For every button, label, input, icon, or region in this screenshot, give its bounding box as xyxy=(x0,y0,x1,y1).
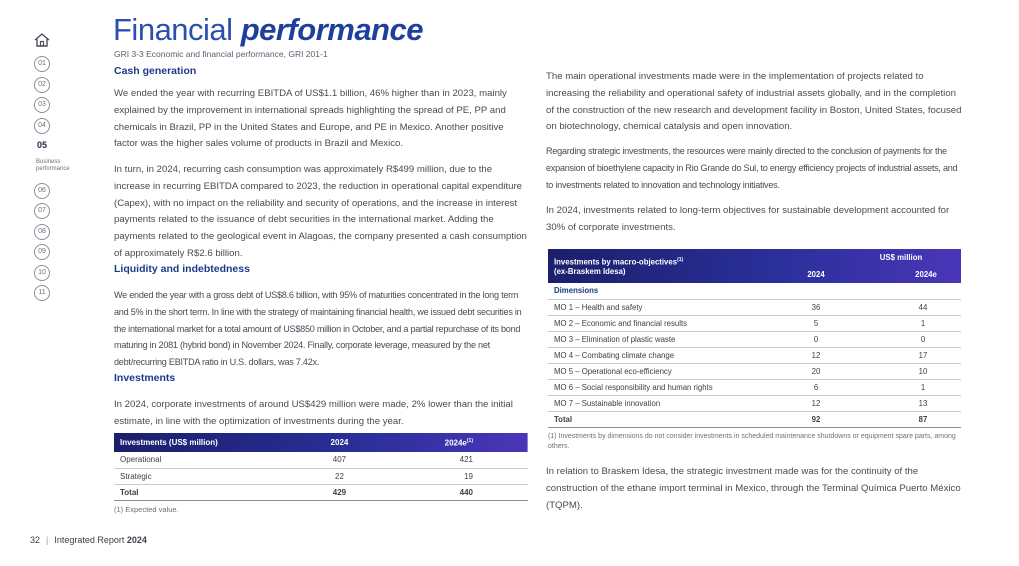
col-header-unit: US$ million xyxy=(879,252,923,262)
nav-item-06[interactable]: 06 xyxy=(34,183,94,204)
nav-item-05[interactable]: 05 xyxy=(36,140,47,150)
home-icon[interactable] xyxy=(33,32,51,48)
table-row: MO 2 – Economic and financial results 5 1 xyxy=(548,315,961,331)
nav-item-02[interactable]: 02 xyxy=(34,77,94,98)
table-total-row: Total 429 440 xyxy=(114,484,528,500)
page-footer xyxy=(30,535,147,545)
cash-generation-paragraph-2: In turn, in 2024, recurring cash consumption was approximately R$499 million, due to the increase in recurring EBITDA compared to 2023, the reduction in operational capital expenditure (Capex), with no impact on the reliability and security of operations, and the increase in interest payments related to the issuance of debt securities in the international market. Adding the payments related to the geological event in Alagoas, the company presented a cash consumption of approximately R$2.6 billion. xyxy=(114,164,527,259)
col-header-2024e: 2024e xyxy=(915,269,937,279)
table-header-row xyxy=(114,433,528,452)
gri-reference: GRI 3-3 Economic and financial performance, GRI 201-1 xyxy=(114,49,328,59)
nav-item-03[interactable]: 03 xyxy=(34,97,94,118)
table-row: MO 3 – Elimination of plastic waste 0 0 xyxy=(548,331,961,347)
investments-heading: Investments xyxy=(114,372,176,384)
table-row: MO 7 – Sustainable innovation 12 13 xyxy=(548,395,961,411)
table-header-row xyxy=(548,249,961,265)
cash-generation-heading: Cash generation xyxy=(114,65,197,77)
right-paragraph-2: Regarding strategic investments, the resources were mainly directed to the conclusion of payments for the expansion of bioethylene capacity in Rio Grande do Sul, to energy efficiency projects of industrial assets, and to investments related to innovation and technology initiatives. xyxy=(546,146,958,190)
nav-item-07[interactable]: 07 xyxy=(34,203,94,224)
macro-objectives-table xyxy=(548,249,961,428)
investments-paragraph: In 2024, corporate investments of around US$429 million were made, 2% lower than the initial estimate, in line with the optimization of investments during the year. xyxy=(114,399,513,427)
right-paragraph-4: In relation to Braskem Idesa, the strategic investment made was for the continuity of the construction of the ethane import terminal in Mexico, through the Terminal Química Puerto México (TQPM). xyxy=(546,466,961,511)
nav-item-10[interactable]: 10 xyxy=(34,265,94,286)
table-row: MO 6 – Social responsibility and human rights 6 1 xyxy=(548,379,961,395)
col-header-2024e: $2024e^{(1)}$ xyxy=(444,437,473,448)
col-header-2024: 2024 xyxy=(807,269,825,279)
page-title: Financial performance xyxy=(113,12,423,47)
right-paragraph-3: In 2024, investments related to long-term objectives for sustainable development accounted for 30% of corporate investments. xyxy=(546,205,950,233)
table-row: MO 5 – Operational eco-efficiency 20 10 xyxy=(548,363,961,379)
cash-generation-paragraph-1: We ended the year with recurring EBITDA of US$1.1 billion, 46% higher than in 2023, mainly explained by the improvement in international spreads highlighting the spread of PE, PP and chemicals in Brazil, PP in the United States and Europe, and PE in Mexico. Another positive factor was the higher sales volume of products in Brazil and Mexico. xyxy=(114,88,507,150)
col-header-investments: Investments (US$ million) xyxy=(120,438,218,447)
nav-item-08[interactable]: 08 xyxy=(34,224,94,245)
nav-active-subtitle: Business performance xyxy=(36,159,70,172)
dimensions-row: Dimensions xyxy=(548,283,961,299)
liquidity-heading: Liquidity and indebtedness xyxy=(114,263,250,275)
liquidity-paragraph: We ended the year with a gross debt of US$8.6 billion, with 95% of maturities concentrated in the long term and 5% in the short term. In line with the strategy of maintaining financial health, we issued debt securities in the international market for a total amount of US$850 million in October, and a partial repurchase of its bond maturing in 2081 (hybrid bond) in November 2024. Finally, corporate leverage, measured by the net debt/recurring EBITDA ratio in U.S. dollars, was 7.42x. xyxy=(114,290,522,368)
nav-item-09[interactable]: 09 xyxy=(34,244,94,265)
col-header-2024: 2024 xyxy=(330,438,349,447)
nav-item-04[interactable]: 04 xyxy=(34,118,94,139)
page-number: 32 xyxy=(30,535,41,545)
table-total-row: Total 92 87 xyxy=(548,411,961,427)
nav-item-11[interactable]: 11 xyxy=(34,285,94,306)
report-name: Integrated Report 2024 xyxy=(54,535,147,545)
col-header-macro-objectives: Investments by macro-objectives$^{(1)}$ (ex-Braskem Idesa) xyxy=(554,256,684,277)
table-row: Strategic 22 19 xyxy=(114,468,528,484)
table-row: MO 1 – Health and safety 36 44 xyxy=(548,299,961,315)
table-row: MO 4 – Combating climate change 12 17 xyxy=(548,347,961,363)
right-paragraph-1: The main operational investments made were in the implementation of projects related to increasing the reliability and operational safety of industrial assets globally, and in the completion of the construction of the new research and development facility in Boston, United States, focused on biotechnology, chemical catalysis and open innovation. xyxy=(546,71,962,133)
macro-objectives-footnote: (1) Investments by dimensions do not consider investments in scheduled maintenance shutdowns or equipment spare parts, among others. xyxy=(548,433,956,450)
footer-separator: | xyxy=(46,535,49,545)
nav-item-01[interactable]: 01 xyxy=(34,56,94,77)
table-row: Operational 407 421 xyxy=(114,452,528,468)
investments-table xyxy=(114,433,528,501)
investments-table-footnote: (1) Expected value. xyxy=(114,505,179,514)
